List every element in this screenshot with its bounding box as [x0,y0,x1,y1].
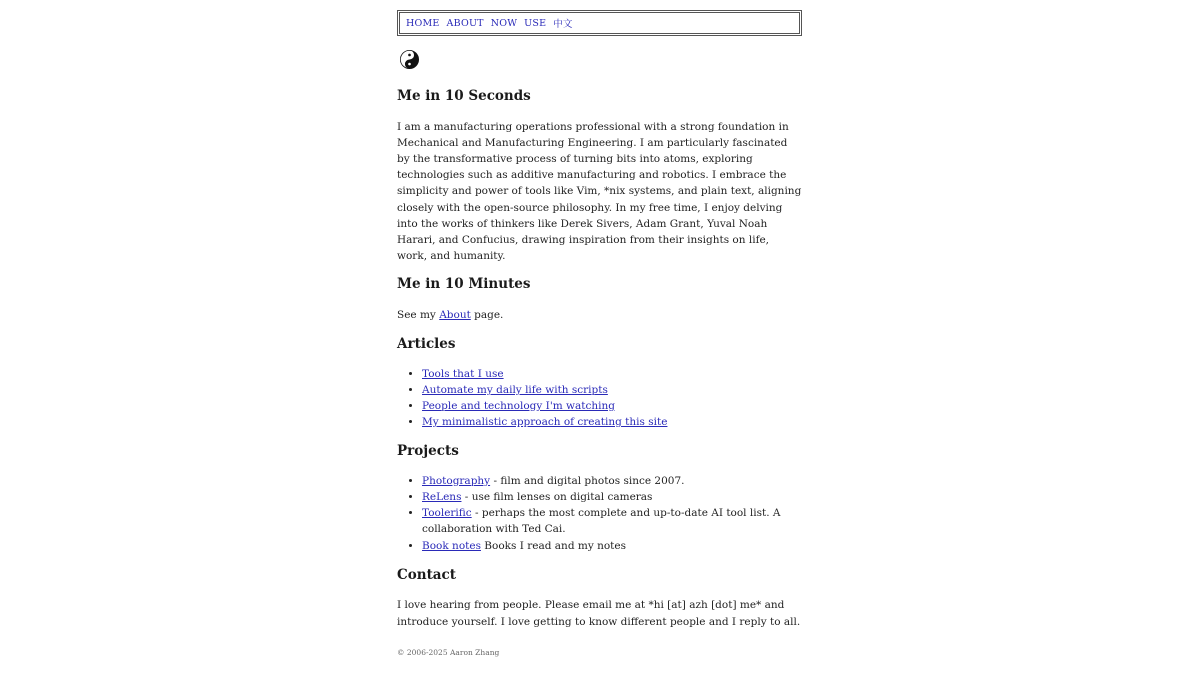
project-desc: - film and digital photos since 2007. [490,474,685,487]
project-desc: - use film lenses on digital cameras [461,491,653,504]
list-item [422,382,802,398]
project-link-relens[interactable]: ReLens [422,491,462,504]
nav-about[interactable]: ABOUT [446,17,484,29]
article-link-tools[interactable]: Tools that I use [422,367,504,380]
see-about-suffix: page. [470,308,504,321]
project-desc: - perhaps the most complete and up-to-date AI tool list. A collaboration with Ted Cai. [422,507,781,536]
project-link-toolerific[interactable]: Toolerific [422,507,472,520]
nav-chinese[interactable]: 中文 [553,19,573,30]
nav-home[interactable]: HOME [406,17,440,29]
heading-ten-minutes: Me in 10 Minutes [397,276,531,293]
yin-yang-icon [400,50,419,69]
article-link-automate[interactable]: Automate my daily life with scripts [422,383,608,396]
article-link-minimalistic[interactable]: My minimalistic approach of creating this site [422,416,668,429]
list-item [422,489,802,505]
heading-articles: Articles [397,336,456,353]
project-link-photography[interactable]: Photography [422,474,491,487]
articles-list [397,366,802,431]
heading-contact: Contact [397,566,457,583]
project-desc: Books I read and my notes [480,539,627,552]
heading-ten-seconds: Me in 10 Seconds [397,88,531,104]
list-item [422,538,802,554]
projects-list [397,473,802,554]
list-item [422,505,802,537]
list-item [422,414,802,430]
top-nav [397,10,802,36]
see-about-prefix: See my [397,308,440,321]
list-item [422,366,802,382]
page [397,0,802,657]
intro-paragraph: I am a manufacturing operations professional with a strong foundation in Mechanical and Manufacturing Engineering. I am particularly fascinated by the transformative process of turning bits into atoms, exploring technologies such as additive manufacturing and robotics. I embrace the simplicity and power of tools like Vim, *nix systems, and plain text, aligning closely with the open-source philosophy. In my free time, I enjoy delving into the works of thinkers like Derek Sivers, Adam Grant, Yuval Noah Harari, and Confucius, drawing inspiration from their insights on life, work, and humanity. [397,120,802,263]
nav-now[interactable]: NOW [490,17,518,29]
heading-projects: Projects [397,443,459,460]
see-about-paragraph [397,307,802,323]
nav-use[interactable]: USE [524,17,547,29]
footer-copyright: © 2006-2025 Aaron Zhang [397,647,500,657]
project-link-book-notes[interactable]: Book notes [422,539,481,552]
about-link[interactable]: About [439,308,471,321]
contact-paragraph: I love hearing from people. Please email me at *hi [at] azh [dot] me* and introduce yourself. I love getting to know different people and I reply to all. [397,599,801,628]
list-item [422,473,802,489]
list-item [422,398,802,414]
article-link-people[interactable]: People and technology I'm watching [422,399,615,412]
